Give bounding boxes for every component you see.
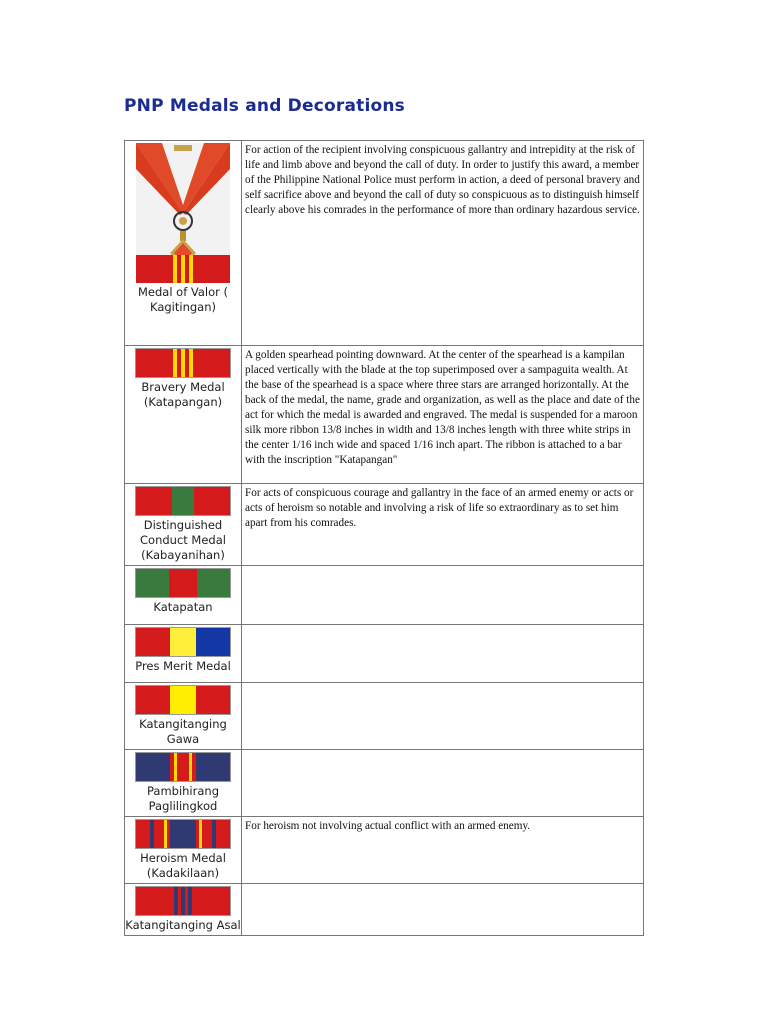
- medal-name: Katapatan: [153, 600, 213, 614]
- medal-name: Pambihirang Paglilingkod: [146, 784, 219, 813]
- medal-image-cell: [125, 884, 242, 936]
- medal-name: Katangitanging Asal: [125, 918, 241, 932]
- medal-description: [242, 625, 644, 683]
- medals-table: [124, 140, 644, 936]
- heroism-ribbon: [135, 819, 231, 849]
- pres-merit-ribbon: [135, 627, 231, 657]
- katangitanging-gawa-ribbon: [135, 685, 231, 715]
- medal-description: For action of the recipient involving conspicuous gallantry and intrepidity at the risk of life and limb above and beyond the call of duty. In order to justify this award, a member of the Philippine National Police must perform in action, a deed of personal bravery and self sacrifice above and beyond the call of duty so conspicuous as to distinguish himself clearly above his comrades in the performance of more than ordinary hazardous service.: [242, 141, 644, 346]
- medal-description: For acts of conspicuous courage and gallantry in the face of an armed enemy or acts or acts of heroism so notable and involving a risk of life so extraordinary as to set him apart from his comrades.: [242, 484, 644, 566]
- medal-image-cell: [125, 817, 242, 884]
- table-row: [125, 484, 644, 566]
- medal-description: [242, 884, 644, 936]
- medal-image-cell: [125, 750, 242, 817]
- medal-image-cell: [125, 346, 242, 484]
- table-row: [125, 683, 644, 750]
- table-row: [125, 884, 644, 936]
- medal-image-cell: [125, 484, 242, 566]
- medal-name: Katangitanging Gawa: [139, 717, 227, 746]
- page-title: PNP Medals and Decorations: [124, 96, 405, 116]
- medal-description: A golden spearhead pointing downward. At the center of the spearhead is a kampilan placed vertically with the blade at the top superimposed over a sampaguita wealth. At the base of the spearhead is a space where three stars are arranged horizontally. At the back of the medal, the name, grade and organization, as well as the place and date of the act for which the medal is awarded and engraved. The medal is suspended for a maroon silk more ribbon 13/8 inches in width and 13/8 inches length with three white strips in the center 1/16 inch wide and spaced 1/16 inch apart. The ribbon is attached to a bar with the inscription "Katapangan": [242, 346, 644, 484]
- table-row: [125, 750, 644, 817]
- medal-description: [242, 750, 644, 817]
- table-row: [125, 625, 644, 683]
- medal-description: [242, 566, 644, 625]
- pambihirang-paglilingkod-ribbon: [135, 752, 231, 782]
- bravery-ribbon: [135, 348, 231, 378]
- medal-of-valor-image: [136, 143, 230, 283]
- medal-description: [242, 683, 644, 750]
- katangitanging-asal-ribbon: [135, 886, 231, 916]
- table-row: [125, 141, 644, 346]
- table-row: [125, 566, 644, 625]
- medal-name: Bravery Medal (Katapangan): [141, 380, 225, 409]
- table-row: [125, 817, 644, 884]
- medal-image-cell: [125, 566, 242, 625]
- table-row: [125, 346, 644, 484]
- medal-description: For heroism not involving actual conflict with an armed enemy.: [242, 817, 644, 884]
- medal-image-cell: [125, 683, 242, 750]
- distinguished-conduct-ribbon: [135, 486, 231, 516]
- medal-image-cell: [125, 141, 242, 346]
- medal-name: Heroism Medal (Kadakilaan): [140, 851, 226, 880]
- medal-name: Pres Merit Medal: [135, 659, 231, 673]
- medal-name: Medal of Valor ( Kagitingan): [137, 285, 229, 314]
- katapatan-ribbon: [135, 568, 231, 598]
- medal-image-cell: [125, 625, 242, 683]
- medal-name: Distinguished Conduct Medal (Kabayanihan): [140, 518, 226, 562]
